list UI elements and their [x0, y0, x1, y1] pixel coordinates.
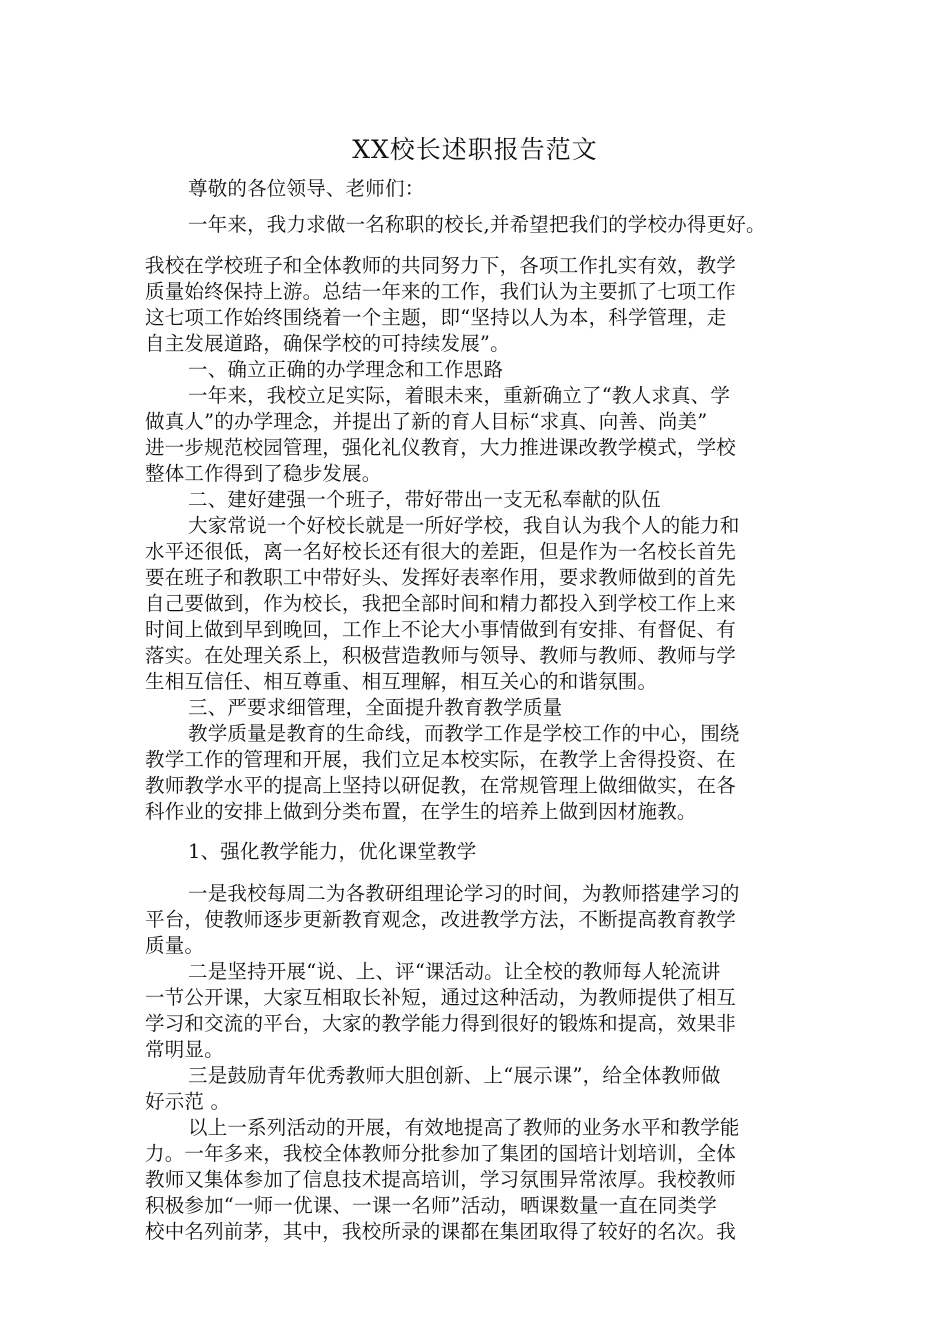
- paragraph-line: 进一步规范校园管理，强化礼仪教育，大力推进课改教学模式，学校: [145, 436, 737, 459]
- paragraph-line: 这七项工作始终围绕着一个主题，即“坚持以人为本，科学管理，走: [145, 306, 727, 329]
- section-heading: 三、严要求细管理，全面提升教育教学质量: [188, 696, 563, 719]
- paragraph-line: 教学工作的管理和开展，我们立足本校实际，在教学上舍得投资、在: [145, 748, 737, 771]
- paragraph-line: 要在班子和教职工中带好头、发挥好表率作用，要求教师做到的首先: [145, 566, 737, 589]
- paragraph-line: 生相互信任、相互尊重、相互理解，相互关心的和谐氛围。: [145, 670, 658, 693]
- paragraph-line: 一年来，我力求做一名称职的校长,并希望把我们的学校办得更好。: [188, 213, 766, 236]
- section-heading: 一、确立正确的办学理念和工作思路: [188, 358, 504, 381]
- paragraph-line: 时间上做到早到晚回，工作上不论大小事情做到有安排、有督促、有: [145, 618, 737, 641]
- paragraph-line: 自己要做到，作为校长，我把全部时间和精力都投入到学校工作上来: [145, 592, 737, 615]
- paragraph-line: 二是坚持开展“说、上、评“课活动。让全校的教师每人轮流讲: [188, 960, 721, 983]
- paragraph-line: 我校在学校班子和全体教师的共同努力下，各项工作扎实有效，教学: [145, 254, 737, 277]
- paragraph-line: 力。一年多来，我校全体教师分批参加了集团的国培计划培训，全体: [145, 1142, 737, 1165]
- paragraph-line: 一是我校每周二为各教研组理论学习的时间，为教师搭建学习的: [188, 882, 740, 905]
- paragraph-line: 一节公开课，大家互相取长补短，通过这种活动，为教师提供了相互: [145, 986, 737, 1009]
- section-heading: 二、建好建强一个班子，带好带出一支无私奉献的队伍: [188, 488, 661, 511]
- paragraph-line: 自主发展道路，确保学校的可持续发展”。: [145, 332, 510, 355]
- paragraph-line: 积极参加“一师一优课、一课一名师”活动，晒课数量一直在同类学: [145, 1194, 717, 1217]
- paragraph-line: 三是鼓励青年优秀教师大胆创新、上“展示课”，给全体教师做: [188, 1064, 721, 1087]
- paragraph-line: 科作业的安排上做到分类布置，在学生的培养上做到因材施教。: [145, 800, 697, 823]
- paragraph-line: 落实。在处理关系上，积极营造教师与领导、教师与教师、教师与学: [145, 644, 737, 667]
- paragraph-line: 平台，使教师逐步更新教育观念，改进教学方法，不断提高教育教学: [145, 908, 737, 931]
- subsection-heading: 1、强化教学能力，优化课堂教学: [188, 840, 477, 863]
- paragraph-line: 常明显。: [145, 1038, 224, 1061]
- paragraph-line: 大家常说一个好校长就是一所好学校，我自认为我个人的能力和: [188, 514, 740, 537]
- paragraph-line: 做真人”的办学理念，并提出了新的育人目标“求真、向善、尚美”: [145, 410, 708, 433]
- paragraph-line: 教师教学水平的提高上坚持以研促教，在常规管理上做细做实，在各: [145, 774, 737, 797]
- paragraph-line: 一年来，我校立足实际，着眼未来，重新确立了“教人求真、学: [188, 384, 731, 407]
- paragraph-line: 学习和交流的平台，大家的教学能力得到很好的锻炼和提高，效果非: [145, 1012, 737, 1035]
- greeting-line: 尊敬的各位领导、老师们：: [188, 177, 425, 200]
- paragraph-line: 教师又集体参加了信息技术提高培训，学习氛围异常浓厚。我校教师: [145, 1168, 737, 1191]
- paragraph-line: 质量。: [145, 934, 205, 957]
- paragraph-line: 质量始终保持上游。总结一年来的工作，我们认为主要抓了七项工作: [145, 280, 737, 303]
- paragraph-line: 校中名列前茅，其中，我校所录的课都在集团取得了较好的名次。我: [145, 1220, 737, 1243]
- paragraph-line: 好示范 。: [145, 1090, 231, 1113]
- document-title: XX校长述职报告范文: [352, 135, 598, 164]
- paragraph-line: 教学质量是教育的生命线，而教学工作是学校工作的中心，围绕: [188, 722, 740, 745]
- paragraph-line: 水平还很低，离一名好校长还有很大的差距，但是作为一名校长首先: [145, 540, 737, 563]
- paragraph-line: 以上一系列活动的开展，有效地提高了教师的业务水平和教学能: [188, 1116, 740, 1139]
- paragraph-line: 整体工作得到了稳步发展。: [145, 462, 382, 485]
